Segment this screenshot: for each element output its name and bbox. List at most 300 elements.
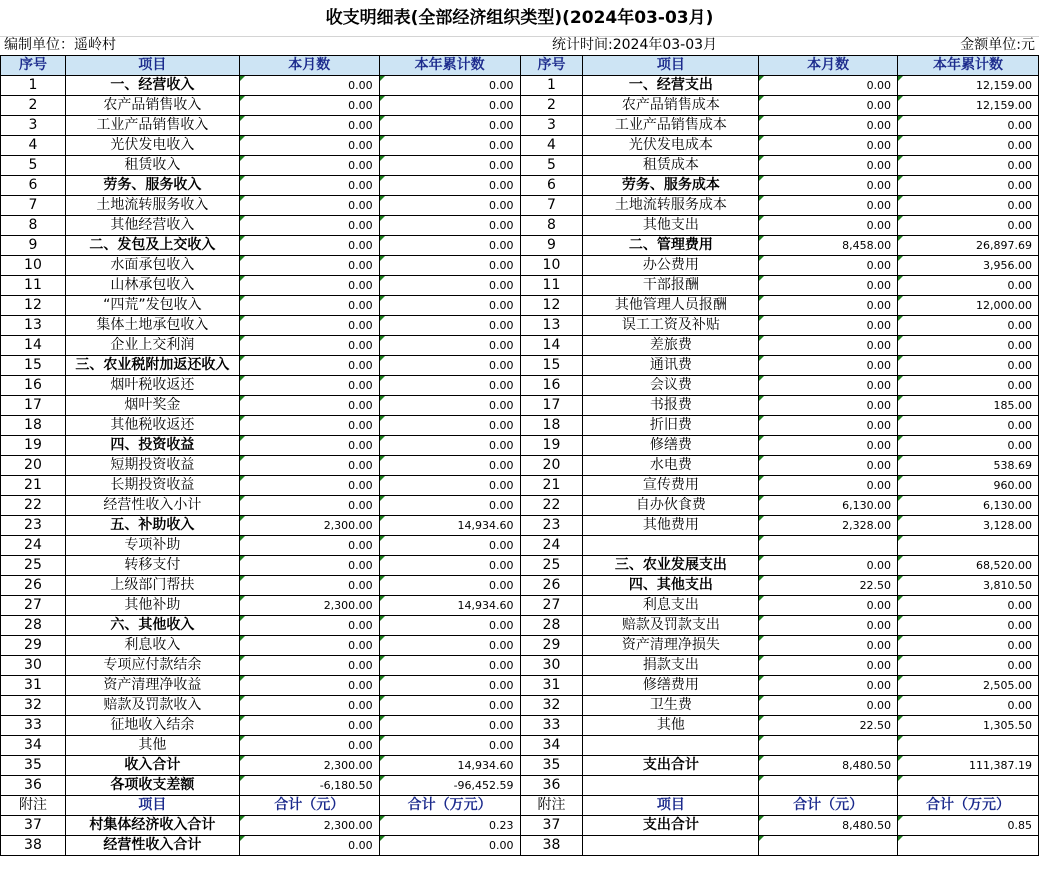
income-ytd-cell: 0.00: [379, 496, 520, 516]
income-ytd-cell: 0.00: [379, 156, 520, 176]
income-ytd-cell: 0.00: [379, 556, 520, 576]
expense-seq-cell: 2: [520, 96, 583, 116]
income-item-cell: 专项补助: [65, 536, 239, 556]
income-item-cell: 三、农业税附加返还收入: [65, 356, 239, 376]
expense-item-cell: 误工工资及补贴: [583, 316, 759, 336]
income-seq-cell: 7: [1, 196, 66, 216]
income-seq-cell: 4: [1, 136, 66, 156]
income-seq-cell: 23: [1, 516, 66, 536]
income-seq-cell: 20: [1, 456, 66, 476]
table-row: [1, 456, 1039, 476]
expense-item-cell: 办公费用: [583, 256, 759, 276]
expense-seq-cell: 34: [520, 736, 583, 756]
income-item-cell: 收入合计: [65, 756, 239, 776]
footer-yuan-header: 合计（元）: [239, 796, 379, 816]
income-seq-cell: 18: [1, 416, 66, 436]
table-row: [1, 476, 1039, 496]
expense-seq-cell: 17: [520, 396, 583, 416]
income-seq-cell: 15: [1, 356, 66, 376]
income-ytd-cell: -96,452.59: [379, 776, 520, 796]
table-row: [1, 516, 1039, 536]
table-row: [1, 536, 1039, 556]
income-month-cell: 0.00: [239, 636, 379, 656]
income-month-cell: 0.00: [239, 436, 379, 456]
expense-item-cell: [583, 536, 759, 556]
income-item-cell: 光伏发电收入: [65, 136, 239, 156]
income-seq-cell: 22: [1, 496, 66, 516]
footer-expense-yuan-cell: 8,480.50: [759, 816, 898, 836]
income-seq-cell: 10: [1, 256, 66, 276]
footer-item-header: 项目: [583, 796, 759, 816]
income-item-cell: 企业上交利润: [65, 336, 239, 356]
expense-month-cell: 0.00: [759, 596, 898, 616]
footer-note-label: 附注: [520, 796, 583, 816]
income-ytd-cell: 0.00: [379, 476, 520, 496]
income-item-cell: 各项收支差额: [65, 776, 239, 796]
header-item: 项目: [65, 56, 239, 76]
table-row: [1, 136, 1039, 156]
statistics-period: 统计时间:2024年03-03月: [552, 37, 718, 53]
expense-seq-cell: 27: [520, 596, 583, 616]
income-ytd-cell: 0.00: [379, 696, 520, 716]
income-seq-cell: 29: [1, 636, 66, 656]
expense-month-cell: 0.00: [759, 356, 898, 376]
income-item-cell: 短期投资收益: [65, 456, 239, 476]
expense-month-cell: 8,458.00: [759, 236, 898, 256]
income-month-cell: 0.00: [239, 476, 379, 496]
income-ytd-cell: 0.00: [379, 196, 520, 216]
footer-row: [1, 816, 1039, 836]
expense-ytd-cell: 0.00: [898, 416, 1039, 436]
expense-seq-cell: 9: [520, 236, 583, 256]
income-month-cell: 0.00: [239, 156, 379, 176]
income-seq-cell: 31: [1, 676, 66, 696]
income-ytd-cell: 0.00: [379, 616, 520, 636]
expense-seq-cell: 4: [520, 136, 583, 156]
expense-ytd-cell: 0.00: [898, 616, 1039, 636]
income-item-cell: 一、经营收入: [65, 76, 239, 96]
income-month-cell: 0.00: [239, 236, 379, 256]
expense-seq-cell: 5: [520, 156, 583, 176]
expense-item-cell: 利息支出: [583, 596, 759, 616]
expense-item-cell: 其他支出: [583, 216, 759, 236]
expense-month-cell: 0.00: [759, 336, 898, 356]
income-seq-cell: 28: [1, 616, 66, 636]
income-month-cell: 0.00: [239, 76, 379, 96]
income-month-cell: 0.00: [239, 696, 379, 716]
income-month-cell: 0.00: [239, 96, 379, 116]
income-item-cell: 征地收入结余: [65, 716, 239, 736]
expense-month-cell: 0.00: [759, 676, 898, 696]
income-item-cell: 劳务、服务收入: [65, 176, 239, 196]
footer-income-wan-cell: 0.23: [379, 816, 520, 836]
expense-seq-cell: 22: [520, 496, 583, 516]
expense-month-cell: 0.00: [759, 416, 898, 436]
income-ytd-cell: 0.00: [379, 716, 520, 736]
footer-item-header: 项目: [65, 796, 239, 816]
income-seq-cell: 12: [1, 296, 66, 316]
expense-seq-cell: 1: [520, 76, 583, 96]
income-ytd-cell: 0.00: [379, 236, 520, 256]
income-item-cell: “四荒”发包收入: [65, 296, 239, 316]
income-ytd-cell: 0.00: [379, 376, 520, 396]
footer-expense-wan-cell: [898, 836, 1039, 856]
expense-ytd-cell: 960.00: [898, 476, 1039, 496]
income-item-cell: 四、投资收益: [65, 436, 239, 456]
expense-seq-cell: 35: [520, 756, 583, 776]
income-seq-cell: 30: [1, 656, 66, 676]
income-month-cell: 0.00: [239, 116, 379, 136]
income-ytd-cell: 0.00: [379, 276, 520, 296]
expense-month-cell: 0.00: [759, 96, 898, 116]
income-item-cell: 农产品销售收入: [65, 96, 239, 116]
expense-ytd-cell: 0.00: [898, 336, 1039, 356]
header-seq: 序号: [1, 56, 66, 76]
expense-item-cell: 水电费: [583, 456, 759, 476]
expense-ytd-cell: 2,505.00: [898, 676, 1039, 696]
expense-ytd-cell: [898, 536, 1039, 556]
expense-ytd-cell: 3,810.50: [898, 576, 1039, 596]
table-header-row: [1, 56, 1039, 76]
income-item-cell: 二、发包及上交收入: [65, 236, 239, 256]
income-seq-cell: 32: [1, 696, 66, 716]
report-meta: [0, 36, 1039, 55]
header-item: 项目: [583, 56, 759, 76]
income-ytd-cell: 0.00: [379, 436, 520, 456]
income-item-cell: 山林承包收入: [65, 276, 239, 296]
expense-ytd-cell: 0.00: [898, 276, 1039, 296]
income-seq-cell: 13: [1, 316, 66, 336]
income-seq-cell: 6: [1, 176, 66, 196]
expense-seq-cell: 26: [520, 576, 583, 596]
expense-month-cell: 0.00: [759, 156, 898, 176]
table-row: [1, 676, 1039, 696]
expense-item-cell: 修缮费: [583, 436, 759, 456]
income-seq-cell: 1: [1, 76, 66, 96]
income-ytd-cell: 0.00: [379, 136, 520, 156]
expense-month-cell: 0.00: [759, 376, 898, 396]
table-row: [1, 276, 1039, 296]
income-ytd-cell: 0.00: [379, 416, 520, 436]
expense-seq-cell: 25: [520, 556, 583, 576]
expense-ytd-cell: 0.00: [898, 356, 1039, 376]
expense-seq-cell: 33: [520, 716, 583, 736]
expense-ytd-cell: 12,159.00: [898, 96, 1039, 116]
expense-month-cell: 8,480.50: [759, 756, 898, 776]
expense-seq-cell: 15: [520, 356, 583, 376]
expense-seq-cell: 16: [520, 376, 583, 396]
income-month-cell: 2,300.00: [239, 756, 379, 776]
expense-month-cell: 2,328.00: [759, 516, 898, 536]
expense-item-cell: 捐款支出: [583, 656, 759, 676]
income-ytd-cell: 0.00: [379, 316, 520, 336]
income-month-cell: 2,300.00: [239, 596, 379, 616]
footer-expense-wan-cell: 0.85: [898, 816, 1039, 836]
expense-item-cell: 工业产品销售成本: [583, 116, 759, 136]
expense-ytd-cell: 6,130.00: [898, 496, 1039, 516]
income-seq-cell: 2: [1, 96, 66, 116]
income-month-cell: 0.00: [239, 736, 379, 756]
table-row: [1, 216, 1039, 236]
expense-month-cell: 0.00: [759, 216, 898, 236]
income-month-cell: 0.00: [239, 276, 379, 296]
footer-income-yuan-cell: 0.00: [239, 836, 379, 856]
income-month-cell: 0.00: [239, 616, 379, 636]
footer-seq-cell: 38: [1, 836, 66, 856]
income-month-cell: 0.00: [239, 536, 379, 556]
expense-month-cell: [759, 536, 898, 556]
table-row: [1, 596, 1039, 616]
income-item-cell: 利息收入: [65, 636, 239, 656]
expense-item-cell: 其他: [583, 716, 759, 736]
table-row: [1, 416, 1039, 436]
expense-ytd-cell: 0.00: [898, 316, 1039, 336]
expense-item-cell: 书报费: [583, 396, 759, 416]
income-seq-cell: 17: [1, 396, 66, 416]
income-item-cell: 转移支付: [65, 556, 239, 576]
currency-unit: 金额单位:元: [960, 37, 1035, 53]
income-seq-cell: 27: [1, 596, 66, 616]
income-month-cell: 0.00: [239, 676, 379, 696]
table-row: [1, 236, 1039, 256]
expense-month-cell: 22.50: [759, 716, 898, 736]
expense-seq-cell: 36: [520, 776, 583, 796]
table-row: [1, 776, 1039, 796]
expense-ytd-cell: 68,520.00: [898, 556, 1039, 576]
expense-ytd-cell: 0.00: [898, 636, 1039, 656]
income-item-cell: 长期投资收益: [65, 476, 239, 496]
expense-ytd-cell: 111,387.19: [898, 756, 1039, 776]
expense-ytd-cell: 0.00: [898, 156, 1039, 176]
expense-month-cell: 0.00: [759, 696, 898, 716]
income-month-cell: 0.00: [239, 136, 379, 156]
income-month-cell: 0.00: [239, 376, 379, 396]
income-month-cell: -6,180.50: [239, 776, 379, 796]
header-ytd: 本年累计数: [379, 56, 520, 76]
expense-month-cell: 0.00: [759, 276, 898, 296]
table-row: [1, 396, 1039, 416]
table-row: [1, 156, 1039, 176]
expense-item-cell: 其他费用: [583, 516, 759, 536]
expense-month-cell: 0.00: [759, 436, 898, 456]
income-ytd-cell: 14,934.60: [379, 516, 520, 536]
expense-seq-cell: 6: [520, 176, 583, 196]
footer-expense-yuan-cell: [759, 836, 898, 856]
footer-expense-item-cell: [583, 836, 759, 856]
income-month-cell: 0.00: [239, 576, 379, 596]
expense-item-cell: 资产清理净损失: [583, 636, 759, 656]
table-row: [1, 716, 1039, 736]
expense-ytd-cell: 3,128.00: [898, 516, 1039, 536]
income-ytd-cell: 0.00: [379, 176, 520, 196]
expense-seq-cell: 11: [520, 276, 583, 296]
expense-item-cell: 二、管理费用: [583, 236, 759, 256]
footer-income-item-cell: 村集体经济收入合计: [65, 816, 239, 836]
income-item-cell: 烟叶税收返还: [65, 376, 239, 396]
table-row: [1, 116, 1039, 136]
header-month: 本月数: [239, 56, 379, 76]
income-ytd-cell: 0.00: [379, 76, 520, 96]
footer-yuan-header: 合计（元）: [759, 796, 898, 816]
footer-wan-header: 合计（万元）: [898, 796, 1039, 816]
income-ytd-cell: 0.00: [379, 576, 520, 596]
table-row: [1, 756, 1039, 776]
expense-month-cell: 0.00: [759, 196, 898, 216]
expense-item-cell: 其他管理人员报酬: [583, 296, 759, 316]
expense-seq-cell: 3: [520, 116, 583, 136]
expense-month-cell: 0.00: [759, 616, 898, 636]
expense-item-cell: [583, 776, 759, 796]
expense-item-cell: 差旅费: [583, 336, 759, 356]
expense-month-cell: 0.00: [759, 256, 898, 276]
expense-seq-cell: 20: [520, 456, 583, 476]
expense-item-cell: [583, 736, 759, 756]
income-item-cell: 烟叶奖金: [65, 396, 239, 416]
header-month: 本月数: [759, 56, 898, 76]
footer-row: [1, 836, 1039, 856]
expense-item-cell: 卫生费: [583, 696, 759, 716]
table-row: [1, 696, 1039, 716]
table-row: [1, 376, 1039, 396]
income-ytd-cell: 0.00: [379, 396, 520, 416]
expense-item-cell: 干部报酬: [583, 276, 759, 296]
footer-expense-item-cell: 支出合计: [583, 816, 759, 836]
header-seq: 序号: [520, 56, 583, 76]
income-month-cell: 0.00: [239, 316, 379, 336]
footer-income-yuan-cell: 2,300.00: [239, 816, 379, 836]
footer-seq-cell: 38: [520, 836, 583, 856]
footer-income-item-cell: 经营性收入合计: [65, 836, 239, 856]
footer-seq-cell: 37: [520, 816, 583, 836]
expense-item-cell: 支出合计: [583, 756, 759, 776]
expense-ytd-cell: 0.00: [898, 176, 1039, 196]
income-ytd-cell: 0.00: [379, 536, 520, 556]
expense-month-cell: 0.00: [759, 656, 898, 676]
expense-ytd-cell: 0.00: [898, 136, 1039, 156]
footer-note-label: 附注: [1, 796, 66, 816]
expense-ytd-cell: [898, 736, 1039, 756]
expense-seq-cell: 7: [520, 196, 583, 216]
income-item-cell: 水面承包收入: [65, 256, 239, 276]
header-ytd: 本年累计数: [898, 56, 1039, 76]
income-month-cell: 0.00: [239, 256, 379, 276]
table-row: [1, 436, 1039, 456]
table-row: [1, 256, 1039, 276]
income-month-cell: 0.00: [239, 556, 379, 576]
expense-ytd-cell: 0.00: [898, 196, 1039, 216]
income-ytd-cell: 0.00: [379, 636, 520, 656]
income-item-cell: 上级部门帮扶: [65, 576, 239, 596]
income-ytd-cell: 14,934.60: [379, 756, 520, 776]
income-seq-cell: 14: [1, 336, 66, 356]
table-row: [1, 176, 1039, 196]
income-month-cell: 2,300.00: [239, 516, 379, 536]
income-expense-table: [0, 55, 1039, 856]
table-row: [1, 496, 1039, 516]
footer-seq-cell: 37: [1, 816, 66, 836]
income-seq-cell: 8: [1, 216, 66, 236]
expense-item-cell: 农产品销售成本: [583, 96, 759, 116]
expense-seq-cell: 14: [520, 336, 583, 356]
expense-ytd-cell: 0.00: [898, 216, 1039, 236]
income-ytd-cell: 14,934.60: [379, 596, 520, 616]
income-item-cell: 经营性收入小计: [65, 496, 239, 516]
income-month-cell: 0.00: [239, 176, 379, 196]
income-seq-cell: 11: [1, 276, 66, 296]
income-seq-cell: 19: [1, 436, 66, 456]
income-seq-cell: 33: [1, 716, 66, 736]
income-ytd-cell: 0.00: [379, 256, 520, 276]
income-month-cell: 0.00: [239, 656, 379, 676]
expense-ytd-cell: 3,956.00: [898, 256, 1039, 276]
expense-month-cell: 0.00: [759, 456, 898, 476]
income-item-cell: 六、其他收入: [65, 616, 239, 636]
table-row: [1, 316, 1039, 336]
income-month-cell: 0.00: [239, 496, 379, 516]
income-item-cell: 其他经营收入: [65, 216, 239, 236]
expense-seq-cell: 10: [520, 256, 583, 276]
income-item-cell: 专项应付款结余: [65, 656, 239, 676]
expense-ytd-cell: 12,000.00: [898, 296, 1039, 316]
expense-item-cell: 折旧费: [583, 416, 759, 436]
income-ytd-cell: 0.00: [379, 216, 520, 236]
table-row: [1, 656, 1039, 676]
table-row: [1, 736, 1039, 756]
expense-item-cell: 赔款及罚款支出: [583, 616, 759, 636]
income-item-cell: 租赁收入: [65, 156, 239, 176]
expense-seq-cell: 18: [520, 416, 583, 436]
income-item-cell: 工业产品销售收入: [65, 116, 239, 136]
expense-ytd-cell: 0.00: [898, 376, 1039, 396]
income-month-cell: 0.00: [239, 416, 379, 436]
expense-item-cell: 会议费: [583, 376, 759, 396]
income-item-cell: 五、补助收入: [65, 516, 239, 536]
income-item-cell: 其他: [65, 736, 239, 756]
expense-month-cell: 0.00: [759, 316, 898, 336]
income-seq-cell: 36: [1, 776, 66, 796]
table-row: [1, 636, 1039, 656]
expense-month-cell: [759, 736, 898, 756]
expense-item-cell: 三、农业发展支出: [583, 556, 759, 576]
income-ytd-cell: 0.00: [379, 456, 520, 476]
income-month-cell: 0.00: [239, 296, 379, 316]
income-month-cell: 0.00: [239, 196, 379, 216]
footer-wan-header: 合计（万元）: [379, 796, 520, 816]
income-ytd-cell: 0.00: [379, 296, 520, 316]
expense-month-cell: 0.00: [759, 556, 898, 576]
expense-ytd-cell: 26,897.69: [898, 236, 1039, 256]
income-ytd-cell: 0.00: [379, 656, 520, 676]
income-ytd-cell: 0.00: [379, 116, 520, 136]
table-row: [1, 76, 1039, 96]
table-row: [1, 296, 1039, 316]
income-ytd-cell: 0.00: [379, 736, 520, 756]
expense-seq-cell: 8: [520, 216, 583, 236]
income-seq-cell: 5: [1, 156, 66, 176]
income-seq-cell: 26: [1, 576, 66, 596]
compiling-unit: 编制单位：遥岭村: [4, 37, 116, 53]
expense-item-cell: 土地流转服务成本: [583, 196, 759, 216]
income-month-cell: 0.00: [239, 716, 379, 736]
income-item-cell: 资产清理净收益: [65, 676, 239, 696]
expense-month-cell: 22.50: [759, 576, 898, 596]
income-seq-cell: 24: [1, 536, 66, 556]
expense-month-cell: 0.00: [759, 296, 898, 316]
expense-item-cell: 修缮费用: [583, 676, 759, 696]
income-item-cell: 其他补助: [65, 596, 239, 616]
income-item-cell: 赔款及罚款收入: [65, 696, 239, 716]
income-month-cell: 0.00: [239, 356, 379, 376]
